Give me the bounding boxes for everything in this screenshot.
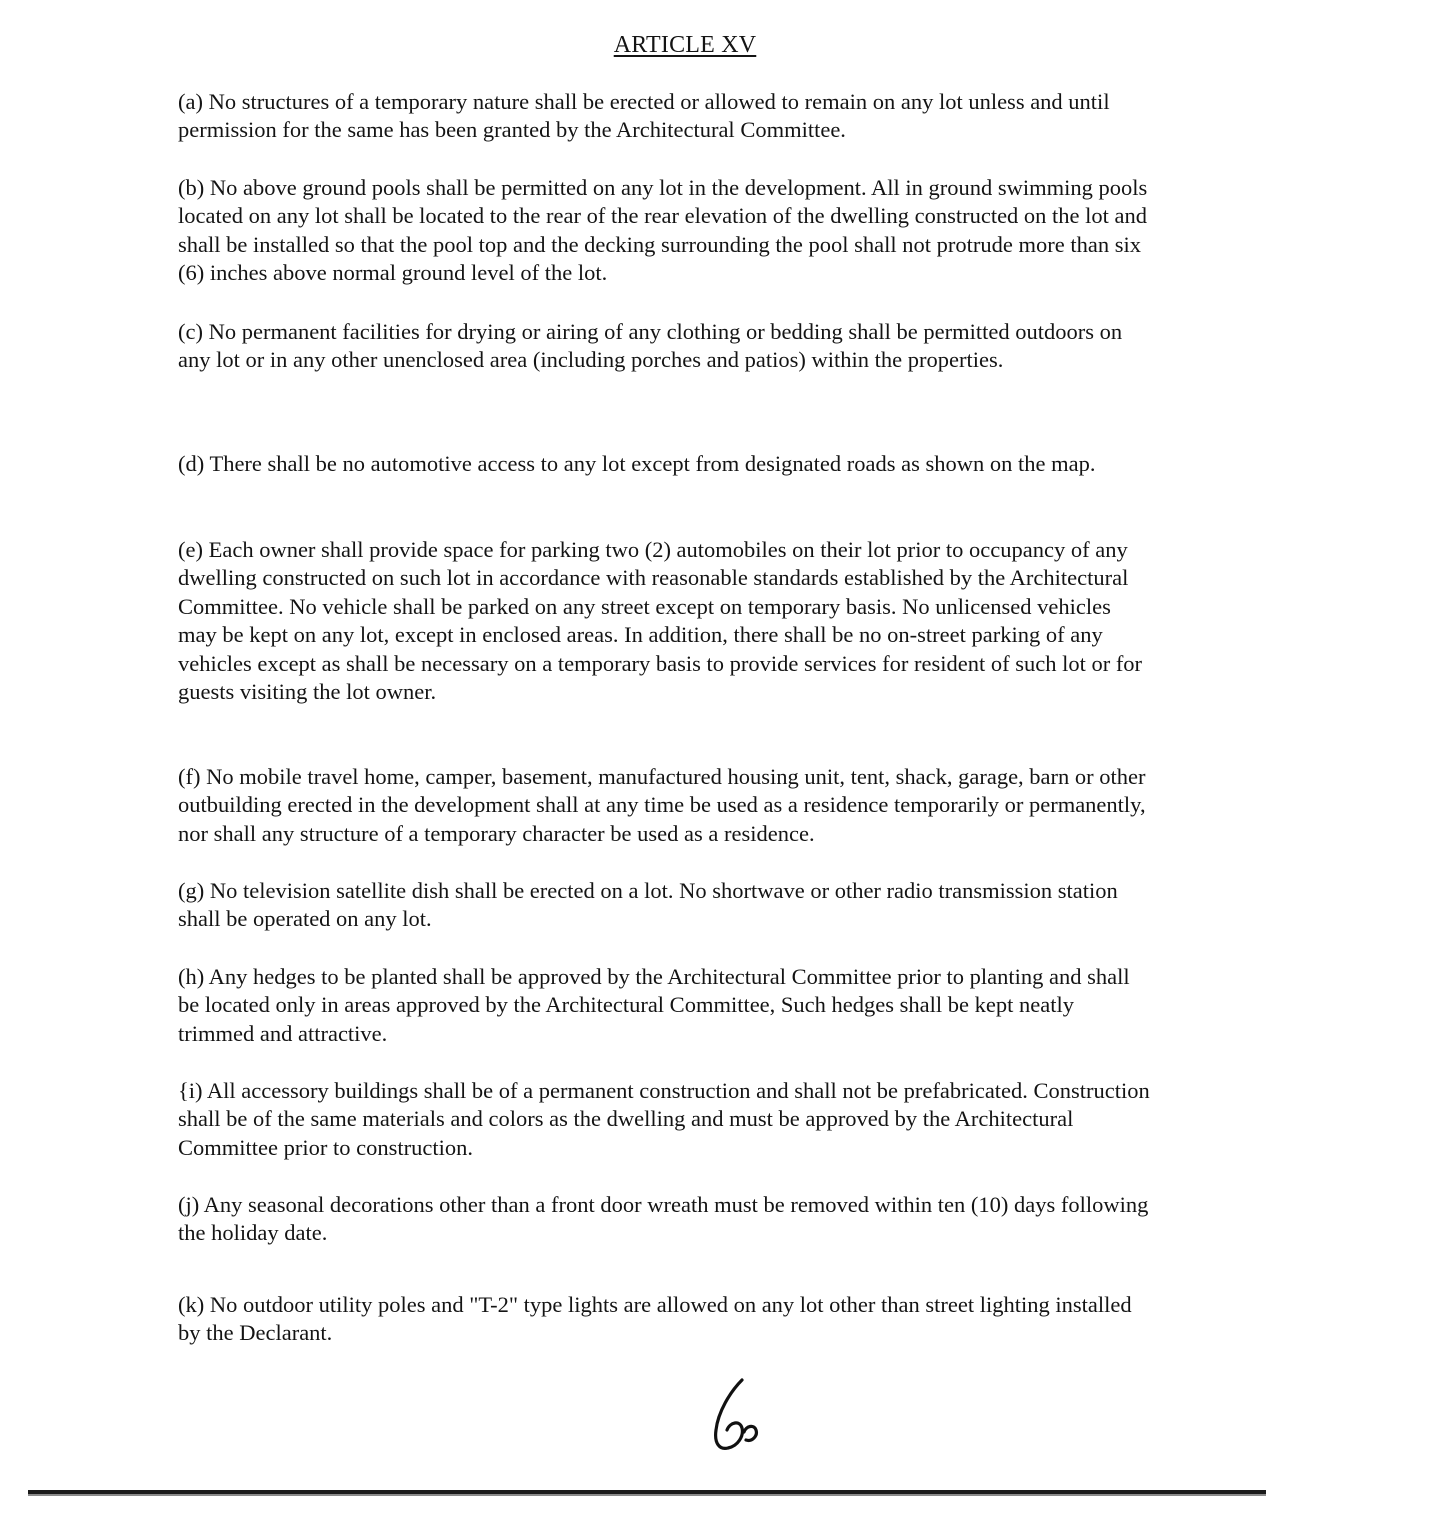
- paragraph-a: (a) No structures of a temporary nature shall be erected or allowed to remain on any lot unless and until permission for the same has been granted by the Architectural Committee.: [178, 89, 1110, 143]
- paragraph-h: (h) Any hedges to be planted shall be approved by the Architectural Committee prior to planting and shall be located only in areas approved by the Architectural Committee, Such hedges shall be kept neatly trimmed and attractive.: [178, 964, 1130, 1046]
- paragraph-e: (e) Each owner shall provide space for parking two (2) automobiles on their lot prior to occupancy of any dwelling constructed on such lot in accordance with reasonable standards established by the Architectural Committee. No vehicle shall be parked on any street except on temporary basis. No unlicensed vehicles may be kept on any lot, except in enclosed areas. In addition, there shall be no on-street parking of any vehicles except as shall be necessary on a temporary basis to provide services for resident of such lot or for guests visiting the lot owner.: [178, 537, 1143, 705]
- paragraph-f: (f) No mobile travel home, camper, basement, manufactured housing unit, tent, shack, garage, barn or other outbuilding erected in the development shall at any time be used as a residence temporarily or permanently, nor shall any structure of a temporary character be used as a residence.: [178, 764, 1146, 846]
- bottom-rule-shadow: [28, 1494, 1266, 1496]
- article-title: ARTICLE XV: [613, 32, 757, 58]
- paragraph-c: (c) No permanent facilities for drying or airing of any clothing or bedding shall be permitted outdoors on any lot or in any other unenclosed area (including porches and patios) within the properties.: [178, 319, 1123, 373]
- handwritten-page-number: [700, 1370, 780, 1460]
- paragraph-i: {i) All accessory buildings shall be of a permanent construction and shall not be prefabricated. Construction shall be of the same materials and colors as the dwelling and must be approved by the Architectural Committee prior to construction.: [178, 1078, 1150, 1160]
- paragraph-b: (b) No above ground pools shall be permitted on any lot in the development. All in ground swimming pools located on any lot shall be located to the rear of the rear elevation of the dwelling constructed on the lot and shall be installed so that the pool top and the decking surrounding the pool shall not protrude more than six (6) inches above normal ground level of the lot.: [178, 175, 1148, 286]
- paragraph-k: (k) No outdoor utility poles and "T-2" type lights are allowed on any lot other than street lighting installed by the Declarant.: [178, 1292, 1132, 1346]
- paragraph-g: (g) No television satellite dish shall be erected on a lot. No shortwave or other radio transmission station shall be operated on any lot.: [178, 878, 1118, 932]
- paragraph-d: (d) There shall be no automotive access to any lot except from designated roads as shown on the map.: [178, 451, 1096, 476]
- paragraph-j: (j) Any seasonal decorations other than a front door wreath must be removed within ten (10) days following the holiday date.: [178, 1192, 1149, 1246]
